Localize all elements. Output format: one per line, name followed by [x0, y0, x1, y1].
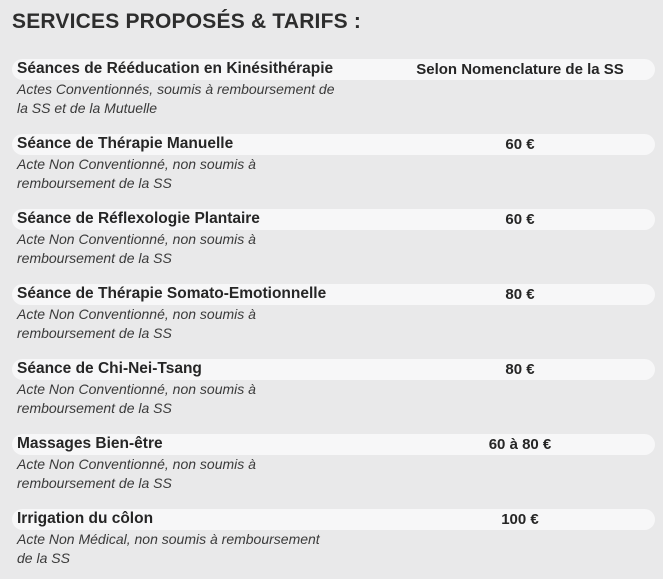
service-price: 60 à 80 €	[488, 436, 552, 453]
service-price: 100 €	[501, 511, 539, 528]
service-price: 80 €	[505, 286, 535, 303]
service-name: Massages Bien-être	[17, 435, 163, 452]
service-price: 60 €	[505, 136, 535, 153]
service-description: Acte Non Conventionné, non soumis à remboursement de la SS	[17, 156, 256, 191]
service-name: Irrigation du côlon	[17, 510, 154, 527]
service-price: 60 €	[505, 211, 535, 228]
service-name: Séance de Réflexologie Plantaire	[17, 210, 260, 227]
service-description: Acte Non Conventionné, non soumis à remboursement de la SS	[17, 231, 256, 266]
service-name: Séance de Thérapie Manuelle	[17, 135, 234, 152]
service-name: Séance de Chi-Nei-Tsang	[17, 360, 202, 377]
service-description: Actes Conventionnés, soumis à remboursement de la SS et de la Mutuelle	[17, 81, 335, 116]
service-price: Selon Nomenclature de la SS	[416, 61, 624, 78]
service-name: Séance de Thérapie Somato-Emotionnelle	[17, 285, 327, 302]
service-description: Acte Non Conventionné, non soumis à remboursement de la SS	[17, 381, 256, 416]
service-description: Acte Non Conventionné, non soumis à remboursement de la SS	[17, 456, 256, 491]
service-name: Séances de Rééducation en Kinésithérapie	[17, 60, 334, 77]
service-price: 80 €	[505, 361, 535, 378]
page-title: SERVICES PROPOSÉS & TARIFS :	[12, 10, 362, 33]
service-description: Acte Non Médical, non soumis à remboursement de la SS	[17, 531, 320, 566]
service-description: Acte Non Conventionné, non soumis à remboursement de la SS	[17, 306, 256, 341]
